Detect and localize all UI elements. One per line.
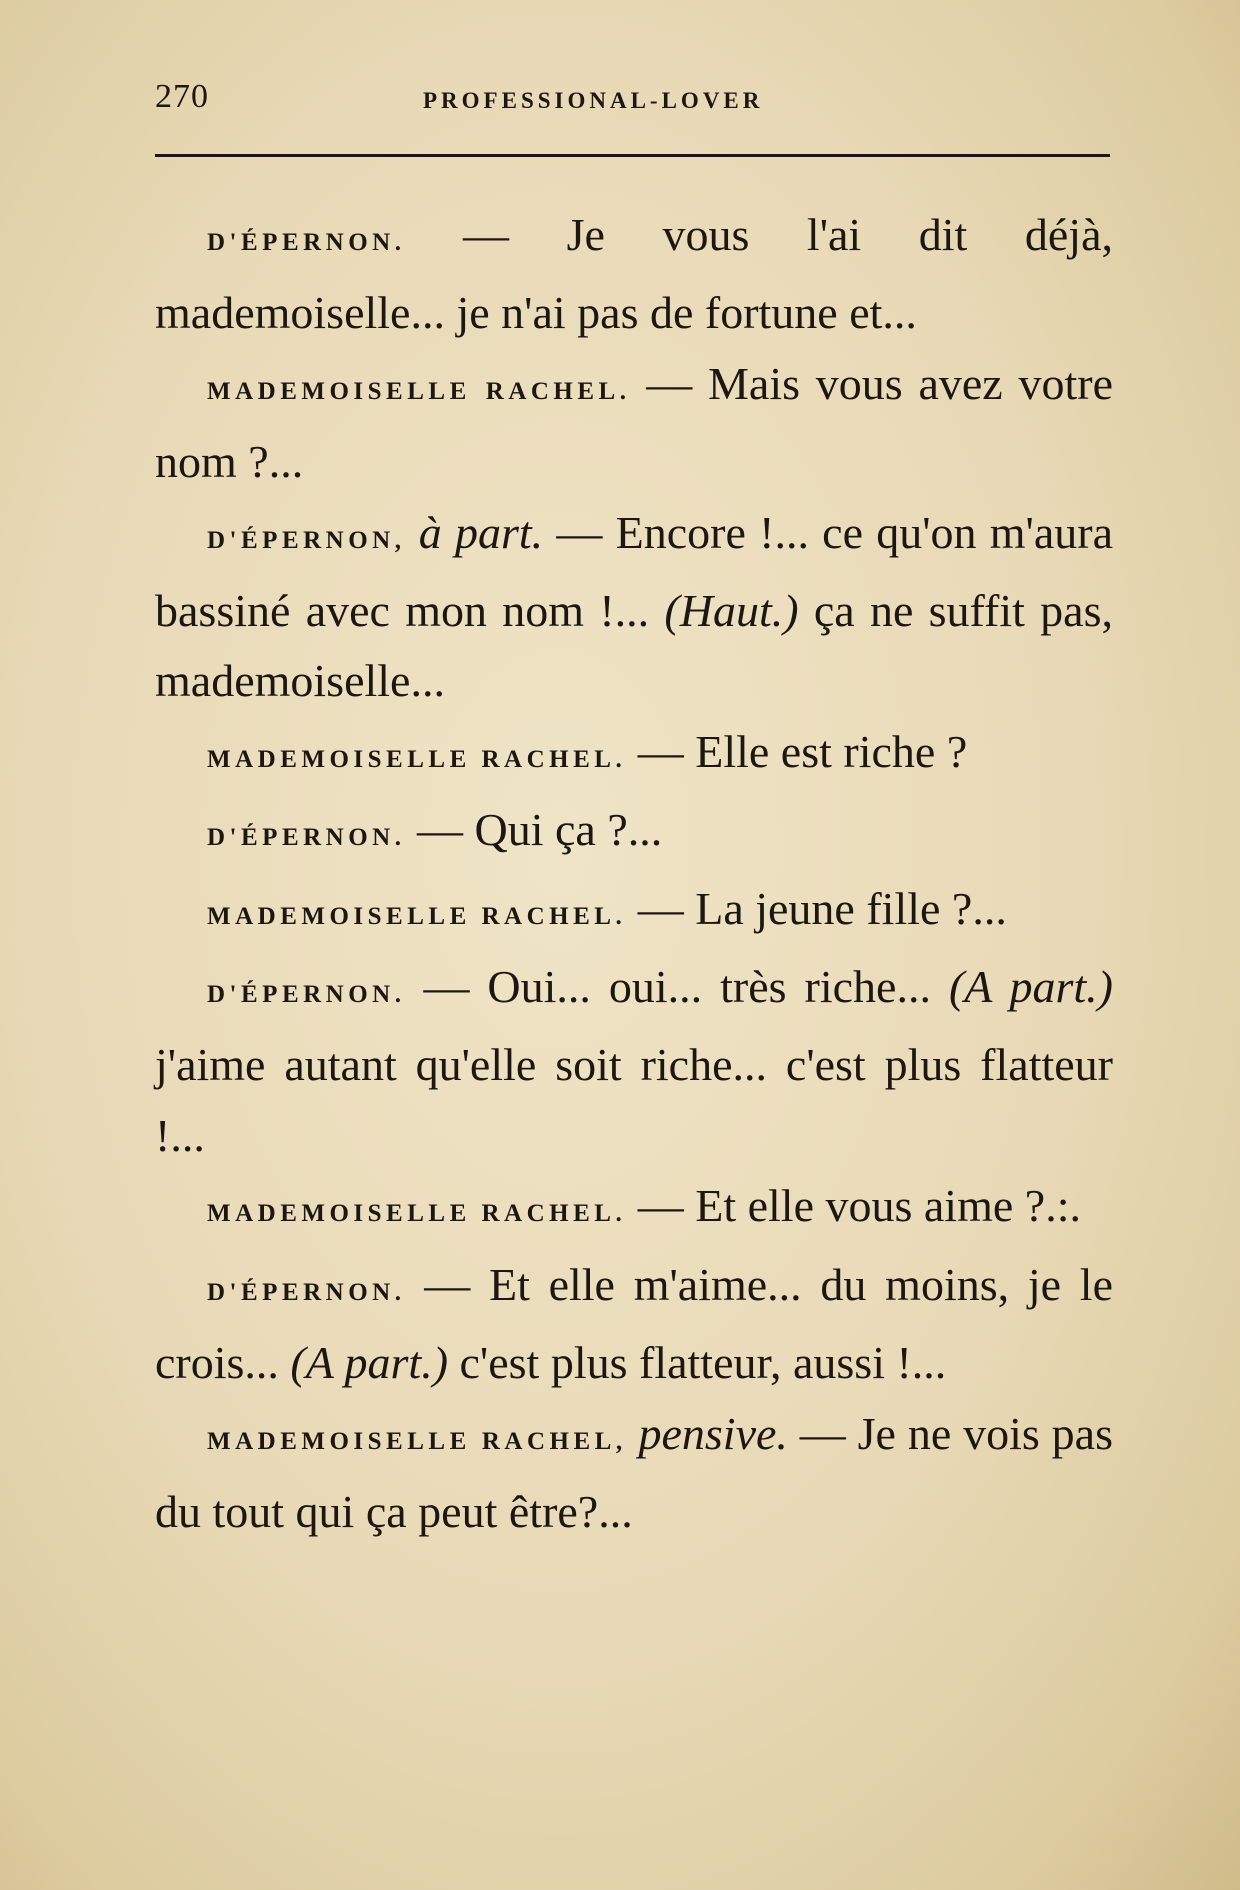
line-text: c'est plus flatteur, aussi !... — [448, 1337, 947, 1389]
dialogue-line — [155, 498, 1113, 717]
running-title: PROFESSIONAL-LOVER — [423, 88, 764, 113]
stage-direction: à part. — [405, 506, 544, 558]
speaker-name: D'ÉPERNON. — [207, 1278, 406, 1306]
line-text: — Je ne vois pas du tout qui ça peut être?... — [155, 1407, 1113, 1537]
dialogue-line — [155, 1399, 1113, 1548]
line-text: — Oui... oui... très riche... — [405, 961, 949, 1013]
speaker-name: MADEMOISELLE RACHEL. — [207, 902, 627, 930]
line-text: — Et elle vous aime ?.:. — [626, 1180, 1081, 1232]
dialogue-line — [155, 952, 1113, 1171]
line-text: — Je vous l'ai dit déjà, mademoiselle... je n'ai pas de fortune et... — [155, 209, 1113, 339]
book-page — [155, 0, 1115, 1890]
speaker-name: D'ÉPERNON. — [207, 981, 406, 1009]
speaker-name: MADEMOISELLE RACHEL. — [207, 745, 627, 773]
dialogue-line — [155, 1250, 1113, 1399]
stage-direction: pensive. — [626, 1407, 788, 1459]
speaker-name: MADEMOISELLE RACHEL, — [207, 1427, 627, 1455]
line-text: ça ne suffit pas, mademoiselle... — [155, 585, 1113, 707]
speaker-name: D'ÉPERNON. — [207, 229, 406, 256]
speaker-name: MADEMOISELLE RACHEL. — [207, 377, 631, 405]
dialogue-line — [155, 717, 1113, 795]
line-text: — La jeune fille ?... — [626, 882, 1007, 934]
page-number: 270 — [155, 78, 209, 115]
stage-direction: (A part.) — [948, 961, 1113, 1013]
speaker-name: D'ÉPERNON, — [207, 526, 406, 554]
speaker-name: MADEMOISELLE RACHEL. — [207, 1200, 627, 1228]
dialogue-line — [155, 795, 1113, 873]
line-text: — Qui ça ?... — [405, 804, 663, 856]
dialogue-line — [155, 874, 1113, 952]
dialogue-text — [155, 200, 1113, 1547]
line-text: — Elle est riche ? — [626, 725, 968, 777]
speaker-name: D'ÉPERNON. — [207, 824, 406, 852]
dialogue-line — [155, 1171, 1113, 1249]
line-text: — Encore !... ce qu'on m'aura bassiné avec mon nom !... — [155, 506, 1113, 637]
stage-direction: (A part.) — [290, 1337, 449, 1389]
dialogue-line — [155, 349, 1113, 498]
header-rule — [155, 154, 1110, 157]
line-text: — Mais vous avez votre nom ?... — [155, 357, 1113, 488]
running-head — [155, 78, 1115, 128]
dialogue-line — [155, 200, 1113, 349]
stage-direction: (Haut.) — [664, 585, 799, 637]
line-text: j'aime autant qu'elle soit riche... c'est plus flatteur !... — [155, 1039, 1113, 1161]
line-text: — Et elle m'aime... du moins, je le crois... — [155, 1258, 1113, 1389]
